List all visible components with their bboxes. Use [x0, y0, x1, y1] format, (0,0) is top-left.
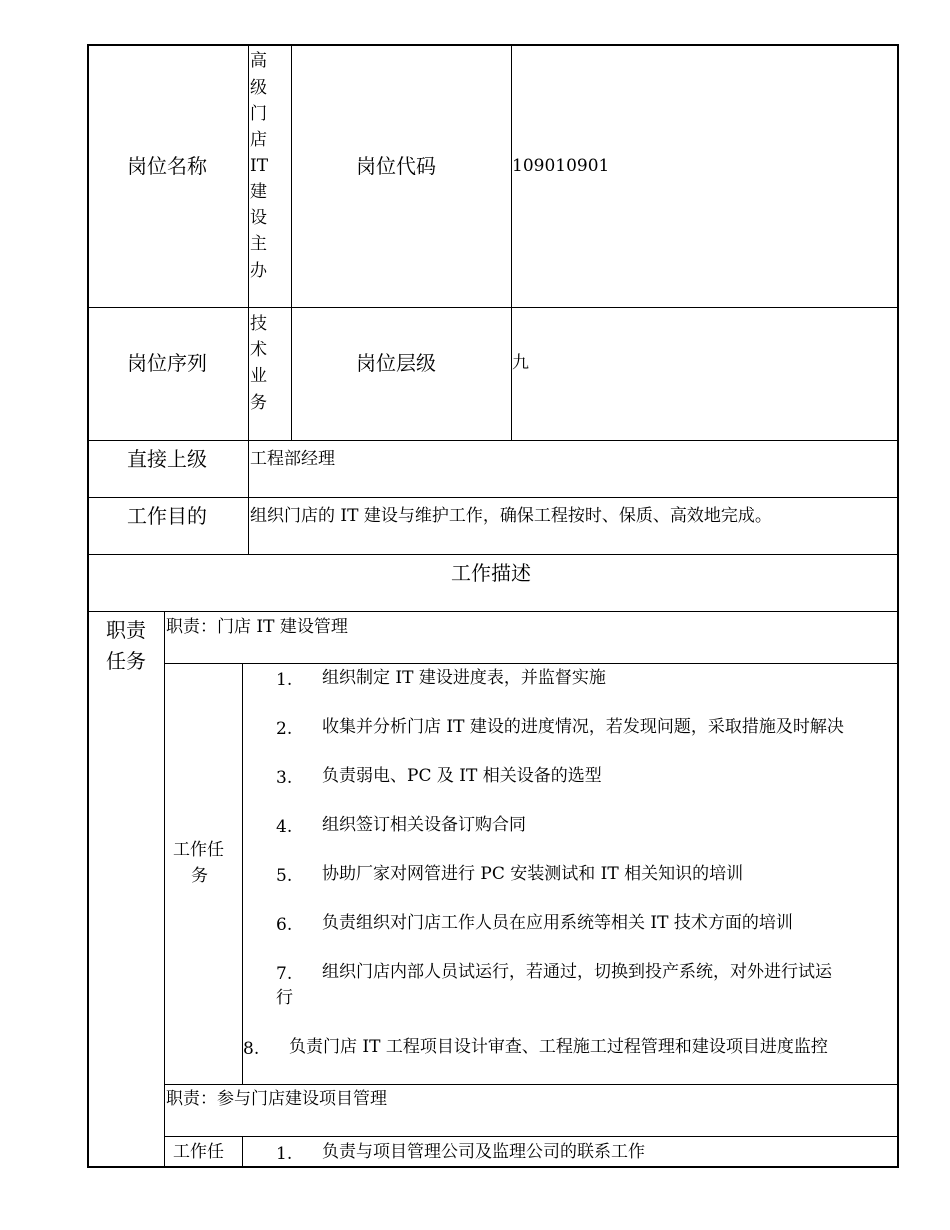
- task-number: 2.: [276, 719, 293, 739]
- duty-1-title: 职责：门店 IT 建设管理: [166, 617, 348, 637]
- task-text: 协助厂家对网管进行 PC 安装测试和 IT 相关知识的培训: [322, 864, 744, 884]
- position-sequence-label: 岗位序列: [127, 351, 207, 375]
- work-purpose-value: 组织门店的 IT 建设与维护工作，确保工程按时、保质、高效地完成。: [250, 506, 772, 526]
- task-number: 7.: [276, 964, 293, 984]
- duty-label: 职责: [106, 618, 146, 642]
- position-code-value: 109010901: [512, 156, 610, 176]
- task-number: 8.: [243, 1039, 260, 1059]
- task-number: 3.: [276, 768, 293, 788]
- position-level-value: 九: [512, 353, 529, 373]
- work-purpose-label: 工作目的: [127, 504, 207, 528]
- task-text: 组织制定 IT 建设进度表，并监督实施: [322, 668, 606, 688]
- work-description-header: 工作描述: [451, 561, 531, 585]
- task-text: 收集并分析门店 IT 建设的进度情况，若发现问题，采取措施及时解决: [322, 717, 844, 737]
- task-text: 负责组织对门店工作人员在应用系统等相关 IT 技术方面的培训: [322, 913, 793, 933]
- direct-supervisor-label: 直接上级: [127, 447, 207, 471]
- task-text: 负责弱电、PC 及 IT 相关设备的选型: [322, 766, 602, 786]
- task-number: 1.: [276, 1144, 293, 1164]
- position-name-label: 岗位名称: [127, 154, 207, 178]
- task-text-cont: 行: [276, 988, 293, 1008]
- duty-1-task-label: 工作任: [173, 840, 224, 860]
- position-code-label: 岗位代码: [356, 154, 436, 178]
- task-number: 4.: [276, 817, 293, 837]
- duty-2-task-label: 工作任: [173, 1142, 224, 1162]
- task-number: 5.: [276, 866, 293, 886]
- duty-label-cont: 任务: [106, 649, 146, 673]
- duty-2-title: 职责：参与门店建设项目管理: [166, 1089, 387, 1109]
- task-text: 组织门店内部人员试运行，若通过，切换到投产系统，对外进行试运: [322, 962, 832, 982]
- position-level-label: 岗位层级: [356, 351, 436, 375]
- duty-1-task-label-cont: 务: [191, 866, 208, 886]
- task-number: 1.: [276, 670, 293, 690]
- direct-supervisor-value: 工程部经理: [250, 449, 335, 469]
- task-text: 负责门店 IT 工程项目设计审查、工程施工过程管理和建设项目进度监控: [289, 1037, 828, 1057]
- task-text: 负责与项目管理公司及监理公司的联系工作: [322, 1142, 645, 1162]
- task-number: 6.: [276, 915, 293, 935]
- task-text: 组织签订相关设备订购合同: [322, 815, 526, 835]
